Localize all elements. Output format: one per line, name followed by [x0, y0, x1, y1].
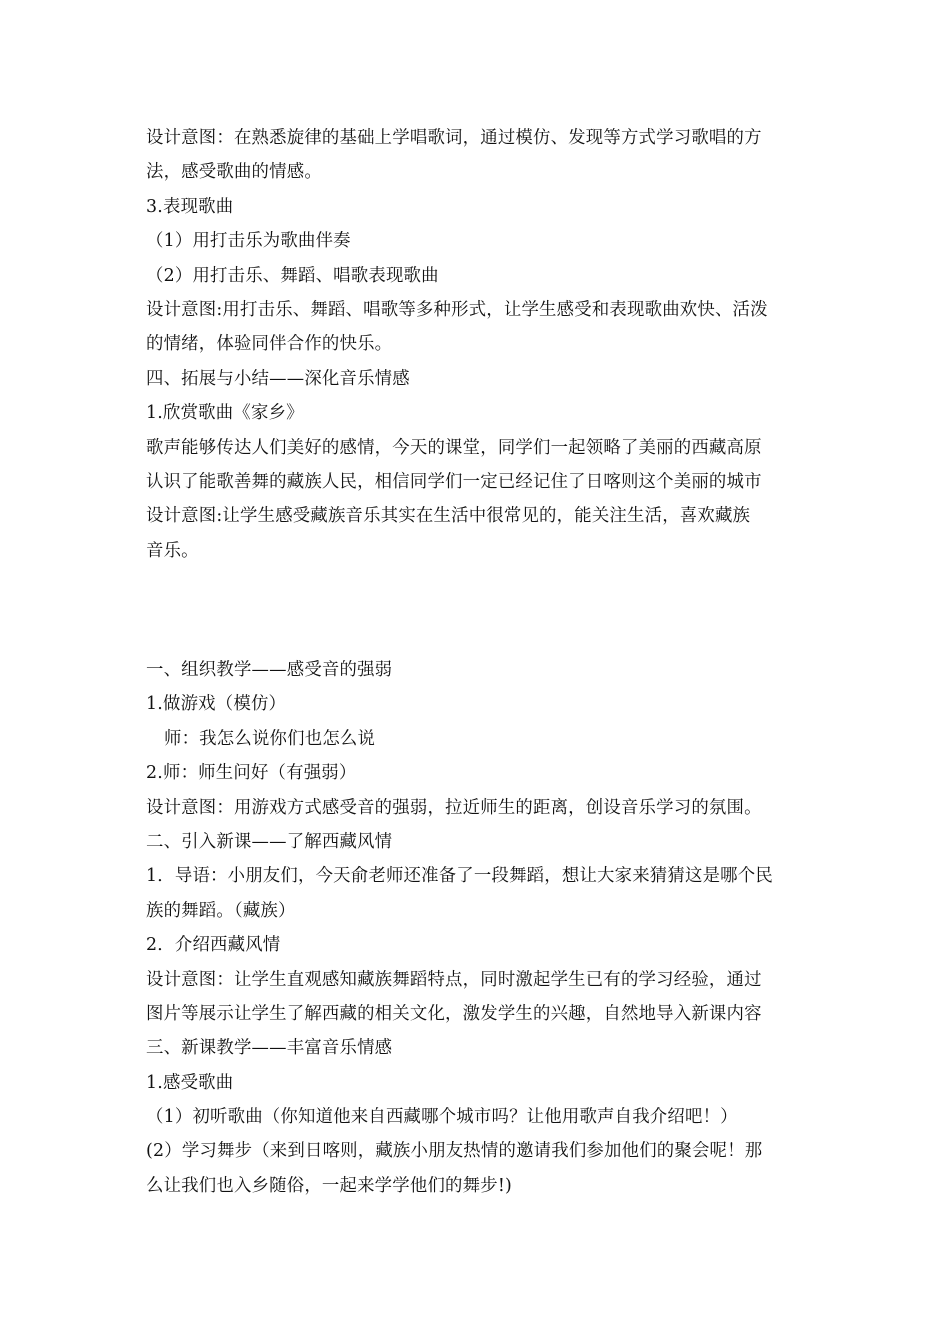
paragraph-line: 设计意图:让学生感受藏族音乐其实在生活中很常见的，能关注生活，喜欢藏族	[146, 506, 751, 527]
paragraph-line: 音乐。	[146, 540, 199, 561]
subheading-game: 1.做游戏（模仿）	[146, 694, 287, 715]
text-block-lesson-plan	[146, 653, 810, 1203]
subheading-feel-song: 1.感受歌曲	[146, 1072, 234, 1093]
dialogue-line: 师：我怎么说你们也怎么说	[164, 728, 376, 749]
paragraph-line: 的情绪，体验同伴合作的快乐。	[146, 334, 393, 355]
list-item: (2）学习舞步（来到日喀则，藏族小朋友热情的邀请我们参加他们的聚会呢！那	[146, 1141, 763, 1162]
paragraph-line: 族的舞蹈。（藏族）	[146, 900, 296, 921]
paragraph-line: 1．导语：小朋友们，今天俞老师还准备了一段舞蹈，想让大家来猜猜这是哪个民	[146, 866, 773, 887]
section-heading: 四、拓展与小结——深化音乐情感	[146, 368, 410, 389]
paragraph-line: 歌声能够传达人们美好的感情，今天的课堂，同学们一起领略了美丽的西藏高原	[146, 437, 762, 458]
paragraph-line: 么让我们也入乡随俗，一起来学学他们的舞步!)	[146, 1175, 512, 1196]
paragraph-line: 图片等展示让学生了解西藏的相关文化，激发学生的兴趣，自然地导入新课内容	[146, 1003, 762, 1024]
paragraph-line: 设计意图：让学生直观感知藏族舞蹈特点，同时激起学生已有的学习经验，通过	[146, 969, 762, 990]
list-item: （1）用打击乐为歌曲伴奏	[146, 231, 351, 252]
paragraph-line: 设计意图:用打击乐、舞蹈、唱歌等多种形式，让学生感受和表现歌曲欢快、活泼	[146, 299, 768, 320]
text-block-design-and-extension	[146, 121, 810, 568]
section-heading: 三、新课教学——丰富音乐情感	[146, 1038, 393, 1059]
subheading-greeting: 2.师：师生问好（有强弱）	[146, 763, 357, 784]
section-heading: 二、引入新课——了解西藏风情	[146, 831, 393, 852]
paragraph-line: 认识了能歌善舞的藏族人民，相信同学们一定已经记住了日喀则这个美丽的城市	[146, 471, 762, 492]
subheading-introduce-tibet: 2．介绍西藏风情	[146, 935, 281, 956]
subheading-appreciate-song: 1.欣赏歌曲《家乡》	[146, 403, 304, 424]
paragraph-line: 设计意图：在熟悉旋律的基础上学唱歌词，通过模仿、发现等方式学习歌唱的方	[146, 128, 762, 148]
paragraph-line: 设计意图：用游戏方式感受音的强弱，拉近师生的距离，创设音乐学习的氛围。	[146, 797, 762, 818]
paragraph-line: 法，感受歌曲的情感。	[146, 162, 322, 183]
list-item: （2）用打击乐、舞蹈、唱歌表现歌曲	[146, 265, 439, 286]
subheading-perform-song: 3.表现歌曲	[146, 196, 234, 217]
section-heading: 一、组织教学——感受音的强弱	[146, 660, 393, 680]
list-item: （1）初听歌曲（你知道他来自西藏哪个城市吗？让他用歌声自我介绍吧！）	[146, 1107, 738, 1128]
